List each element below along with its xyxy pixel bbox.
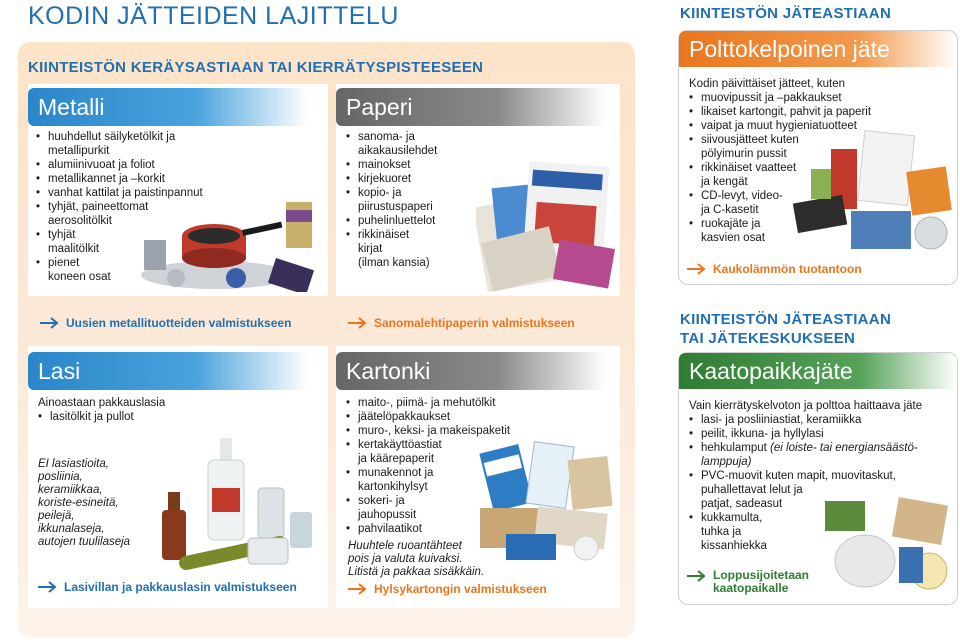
metalli-destination-text: Uusien metallituotteiden valmistukseen [66, 316, 292, 330]
paper-items-image [476, 144, 616, 292]
polttokelpoinen-intro: Kodin päivittäiset jätteet, kuten [689, 78, 845, 90]
polttokelpoinen-panel [678, 30, 958, 285]
list-item: • kertakäyttöastiat [346, 438, 546, 452]
mixed-waste-image [791, 129, 955, 257]
note-line: pois ja valuta kuivaksi. [348, 553, 463, 565]
note-line: Huuhtele ruoantähteet [348, 540, 462, 552]
arrow-right-icon [40, 317, 62, 329]
list-item-note: (ei loiste- tai energiansäästö- [770, 442, 918, 454]
list-item-cont: koneen osat [48, 271, 111, 283]
lasi-destination-text: Lasivillan ja pakkauslasin valmistukseen [64, 580, 297, 594]
list-item: • jäätelöpakkaukset [346, 410, 546, 424]
arrow-right-icon [348, 317, 370, 329]
list-item: • maito-, piimä- ja mehutölkit [346, 396, 546, 410]
list-item: • sanoma- ja aikakausilehdet [346, 130, 476, 158]
list-item: • huuhdellut säilyketölkit ja metallipurkit [36, 130, 236, 158]
paperi-heading: Paperi [336, 88, 606, 126]
list-item: • rikkinäiset vaatteet [689, 161, 951, 175]
list-item-cont: (ilman kansia) [358, 257, 430, 269]
note-line: koriste-esineitä, [38, 497, 119, 509]
list-item-cont: ja käärepaperit [358, 453, 435, 465]
kaatopaikkajate-heading: Kaatopaikkajäte [679, 353, 957, 389]
list-item-cont: patjat, sadeasut [701, 498, 783, 510]
list-item: • metallikannet ja –korkit [36, 172, 236, 186]
paperi-panel [336, 84, 620, 296]
list-item-cont: kasvien osat [701, 232, 765, 244]
list-item: • kopio- ja [346, 186, 476, 200]
note-line: EI lasiastioita, [38, 458, 109, 470]
list-item-cont: jauhopussit [358, 509, 417, 521]
list-item: • vanhat kattilat ja paistinpannut [36, 186, 236, 200]
kaatopaikkajate-intro: Vain kierrätyskelvoton ja polttoa haittaava jäte [689, 400, 923, 412]
list-item: • lasi- ja posliiniastiat, keramiikka [689, 413, 953, 427]
note-line: autojen tuulilaseja [38, 536, 131, 548]
destination-line: kaatopaikalle [713, 581, 789, 595]
metalli-panel [28, 84, 328, 296]
left-section-title: KIINTEISTÖN KERÄYSASTIAAN TAI KIERRÄTYSPISTEESEEN [28, 59, 484, 76]
arrow-right-icon [687, 263, 709, 275]
arrow-right-icon [348, 583, 370, 595]
list-item: • alumiinivuoat ja foliot [36, 158, 236, 172]
right-bottom-title-1: KIINTEISTÖN JÄTEASTIAAN [680, 311, 892, 328]
kartonki-destination [348, 582, 547, 596]
list-item-cont: puhallettavat lelut ja [701, 484, 803, 496]
lasi-note [38, 458, 168, 549]
right-top-title: KIINTEISTÖN JÄTEASTIAAN [680, 5, 892, 22]
note-line: keramiikkaa, [38, 484, 103, 496]
carton-items-image [476, 438, 616, 566]
list-item: • ruokajäte ja [689, 217, 951, 231]
list-item: • lasitölkit ja pullot [38, 410, 238, 424]
list-item: • siivousjätteet kuten [689, 133, 951, 147]
lasi-destination [38, 580, 297, 594]
list-item: • mainokset [346, 158, 476, 172]
list-item-cont: tuhka ja [701, 526, 742, 538]
kaatopaikkajate-destination [687, 569, 809, 595]
kaatopaikkajate-panel [678, 352, 958, 605]
paperi-destination-text: Sanomalehtipaperin valmistukseen [374, 316, 575, 330]
list-item: • tyhjät [36, 228, 236, 242]
polttokelpoinen-destination [687, 262, 862, 276]
metalli-destination [40, 316, 291, 330]
list-item-cont: kirjat [358, 243, 383, 255]
list-item: • tyhjät, paineettomat [36, 200, 236, 214]
list-item-cont: kartonkihylsyt [358, 481, 428, 493]
kartonki-heading: Kartonki [336, 352, 606, 390]
lasi-list [38, 396, 238, 424]
paperi-list [346, 130, 476, 270]
list-item: • kirjekuoret [346, 172, 476, 186]
glass-items-image [158, 428, 328, 574]
note-line: ikkunalaseja, [38, 523, 105, 535]
list-item [689, 441, 953, 455]
list-item-cont: ja C-kasetit [701, 204, 759, 216]
list-item: • pienet [36, 256, 236, 270]
list-item: • peilit, ikkuna- ja hyllylasi [689, 427, 953, 441]
metal-items-image [136, 200, 328, 292]
list-item-cont: maalitölkit [48, 243, 100, 255]
paperi-destination [348, 316, 575, 330]
kartonki-panel [336, 346, 620, 608]
list-item: • muro-, keksi- ja makeispaketit [346, 424, 546, 438]
list-item: • muovipussit ja –pakkaukset [689, 91, 951, 105]
kartonki-destination-text: Hylsykartongin valmistukseen [374, 582, 547, 596]
list-item: • CD-levyt, video- [689, 189, 951, 203]
list-item: • sokeri- ja [346, 494, 546, 508]
destination-line: Loppusijoitetaan [713, 568, 809, 582]
list-item-cont: pölyimurin pussit [701, 148, 787, 160]
list-item: • puhelinluettelot [346, 214, 476, 228]
list-item-cont: piirustuspaperi [358, 201, 433, 213]
list-item: • rikkinäiset [346, 228, 476, 242]
lasi-intro: Ainoastaan pakkauslasia [38, 397, 166, 409]
list-item: • pahvilaatikot [346, 522, 546, 536]
polttokelpoinen-destination-text: Kaukolämmön tuotantoon [713, 262, 862, 276]
list-item-text: hehkulamput [701, 442, 767, 454]
kaatopaikkajate-destination-text [713, 569, 809, 595]
arrow-right-icon [687, 570, 709, 582]
polttokelpoinen-heading: Polttokelpoinen jäte [679, 31, 957, 67]
page-title: KODIN JÄTTEIDEN LAJITTELU [28, 2, 399, 30]
note-line: Litistä ja pakkaa sisäkkäin. [348, 566, 485, 578]
list-item: • likaiset kartongit, pahvit ja paperit [689, 105, 951, 119]
arrow-right-icon [38, 581, 60, 593]
note-line: peilejä, [38, 510, 75, 522]
right-bottom-title-2: TAI JÄTEKESKUKSEEN [680, 330, 856, 347]
list-item: • PVC-muovit kuten mapit, muovitaskut, [689, 469, 953, 483]
list-item: • vaipat ja muut hygieniatuotteet [689, 119, 951, 133]
list-item-cont: ja kengät [701, 176, 748, 188]
list-item-note-cont: lamppuja) [701, 456, 752, 468]
lasi-heading: Lasi [28, 352, 308, 390]
note-line: posliinia, [38, 471, 83, 483]
lasi-panel [28, 346, 328, 608]
landfill-waste-image [795, 481, 955, 601]
metalli-heading: Metalli [28, 88, 308, 126]
list-item-cont: kissanhiekka [701, 540, 767, 552]
list-item: • kukkamulta, [689, 511, 953, 525]
list-item: • munakennot ja [346, 466, 546, 480]
list-item-cont: aerosolitölkit [48, 215, 112, 227]
